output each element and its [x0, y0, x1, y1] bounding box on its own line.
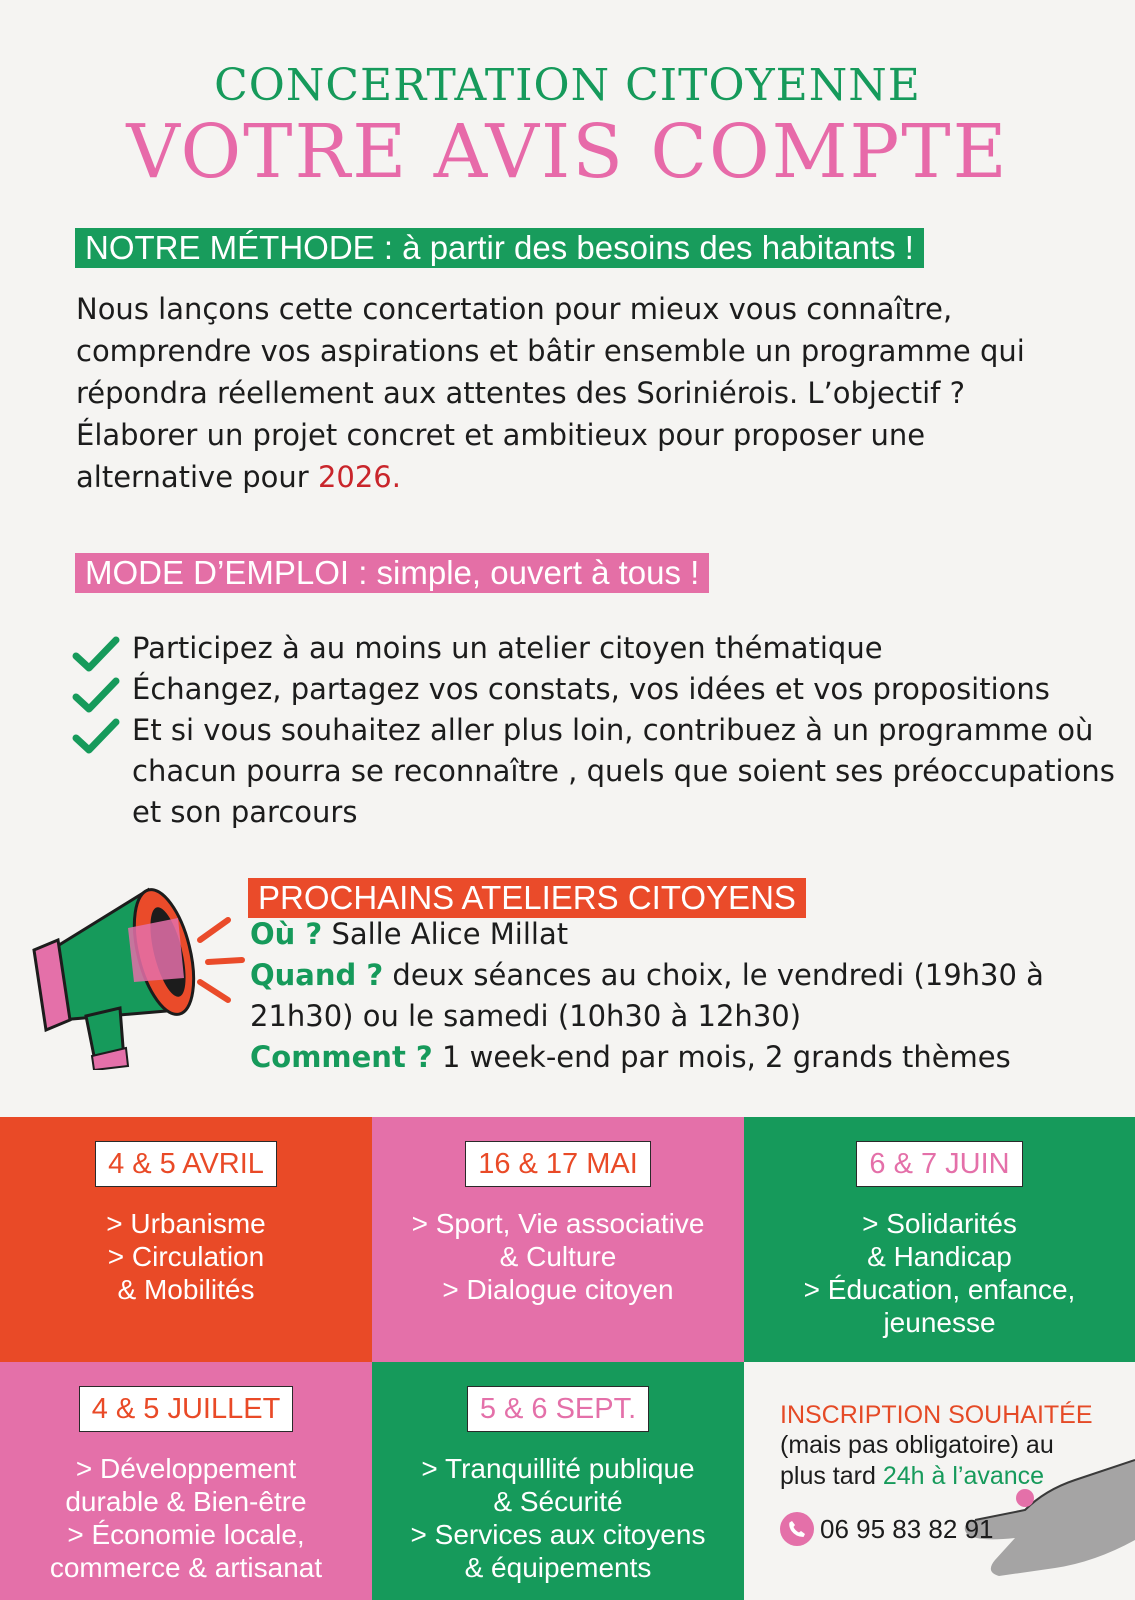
inscription-title: INSCRIPTION SOUHAITÉE	[780, 1401, 1093, 1429]
topic-line: > Sport, Vie associative	[411, 1208, 705, 1239]
phone-link[interactable]	[780, 1512, 1120, 1546]
mode-emploi-tag: MODE D’EMPLOI : simple, ouvert à tous !	[75, 553, 709, 593]
methode-tag: NOTRE MÉTHODE : à partir des besoins des habitants !	[75, 228, 924, 268]
page-title: VOTRE AVIS COMPTE	[126, 109, 1009, 195]
step-text: Échangez, partagez vos constats, vos idées et vos propositions	[132, 672, 1050, 706]
session-date: 4 & 5 JUILLET	[79, 1386, 294, 1432]
inscription-line: (mais pas obligatoire) au	[780, 1431, 1054, 1459]
inscription-prefix: plus tard	[780, 1462, 883, 1490]
where-label: Où ?	[250, 917, 323, 951]
session-topics	[412, 1207, 705, 1306]
check-icon	[72, 675, 120, 715]
check-icon	[72, 634, 120, 674]
topic-line: > Développement	[75, 1453, 297, 1484]
ateliers-info	[250, 914, 1110, 1078]
step-item	[72, 628, 1122, 669]
session-topics	[50, 1452, 322, 1584]
info-where	[250, 914, 1110, 955]
topic-line: durable & Bien-être	[65, 1486, 307, 1517]
topic-line: & Handicap	[867, 1241, 1012, 1272]
inscription-line	[780, 1461, 1120, 1492]
info-how	[250, 1037, 1110, 1078]
step-text: Et si vous souhaitez aller plus loin, contribuez à un programme où chacun pourra se reconnaître , quels que soient ses préoccupations et son parcours	[132, 713, 1115, 829]
topic-line: > Circulation	[107, 1241, 265, 1272]
phone-number: 06 95 83 82 91	[820, 1513, 994, 1544]
topic-line: > Services aux citoyens	[410, 1519, 706, 1550]
topic-line: > Dialogue citoyen	[442, 1274, 674, 1305]
topic-line: commerce & artisanat	[49, 1552, 323, 1583]
session-card	[0, 1117, 372, 1362]
where-value: Salle Alice Millat	[331, 917, 569, 951]
session-date: 4 & 5 AVRIL	[95, 1141, 277, 1187]
supertitle: CONCERTATION CITOYENNE	[214, 60, 921, 111]
inscription-highlight: 24h à l’avance	[882, 1462, 1045, 1490]
phone-icon	[780, 1512, 814, 1546]
session-date: 6 & 7 JUIN	[856, 1141, 1022, 1187]
session-date: 5 & 6 SEPT.	[467, 1386, 649, 1432]
methode-year: 2026.	[317, 460, 401, 494]
topic-line: & Mobilités	[117, 1274, 255, 1305]
step-text: Participez à au moins un atelier citoyen thématique	[132, 631, 883, 665]
topic-line: > Solidarités	[862, 1208, 1017, 1239]
step-item	[72, 669, 1122, 710]
when-value: deux séances au choix, le vendredi (19h30 à 21h30) ou le samedi (10h30 à 12h30)	[250, 958, 1044, 1033]
how-value: 1 week-end par mois, 2 grands thèmes	[441, 1040, 1011, 1074]
inscription-block	[780, 1400, 1120, 1546]
methode-body: Nous lançons cette concertation pour mieux vous connaître, comprendre vos aspirations et bâtir ensemble un programme qui répondra réellement aux attentes des Soriniérois. L’objectif ? Élaborer un projet concret et ambitieux pour proposer une alternative pour	[76, 292, 1025, 494]
ateliers-tag: PROCHAINS ATELIERS CITOYENS	[248, 878, 806, 918]
when-label: Quand ?	[250, 958, 384, 992]
session-topics	[106, 1207, 266, 1306]
session-topics	[411, 1452, 706, 1584]
info-when	[250, 955, 1110, 1037]
session-topics	[804, 1207, 1076, 1339]
session-date: 16 & 17 MAI	[465, 1141, 651, 1187]
topic-line: & Sécurité	[493, 1486, 623, 1517]
topic-line: > Économie locale,	[67, 1519, 305, 1550]
header	[0, 58, 1135, 194]
steps-list	[72, 628, 1122, 833]
check-icon	[72, 716, 120, 756]
session-card	[372, 1362, 744, 1600]
inscription-text	[780, 1430, 1120, 1492]
session-card	[0, 1362, 372, 1600]
topic-line: > Éducation, enfance,	[803, 1274, 1076, 1305]
topic-line: > Tranquillité publique	[421, 1453, 695, 1484]
megaphone-icon	[28, 870, 248, 1070]
methode-text	[76, 288, 1076, 498]
topic-line: & équipements	[464, 1552, 652, 1583]
topic-line: jeunesse	[883, 1307, 996, 1338]
how-label: Comment ?	[250, 1040, 433, 1074]
step-item	[72, 710, 1122, 833]
topic-line: > Urbanisme	[106, 1208, 266, 1239]
session-card	[744, 1117, 1135, 1362]
session-card	[372, 1117, 744, 1362]
topic-line: & Culture	[499, 1241, 617, 1272]
